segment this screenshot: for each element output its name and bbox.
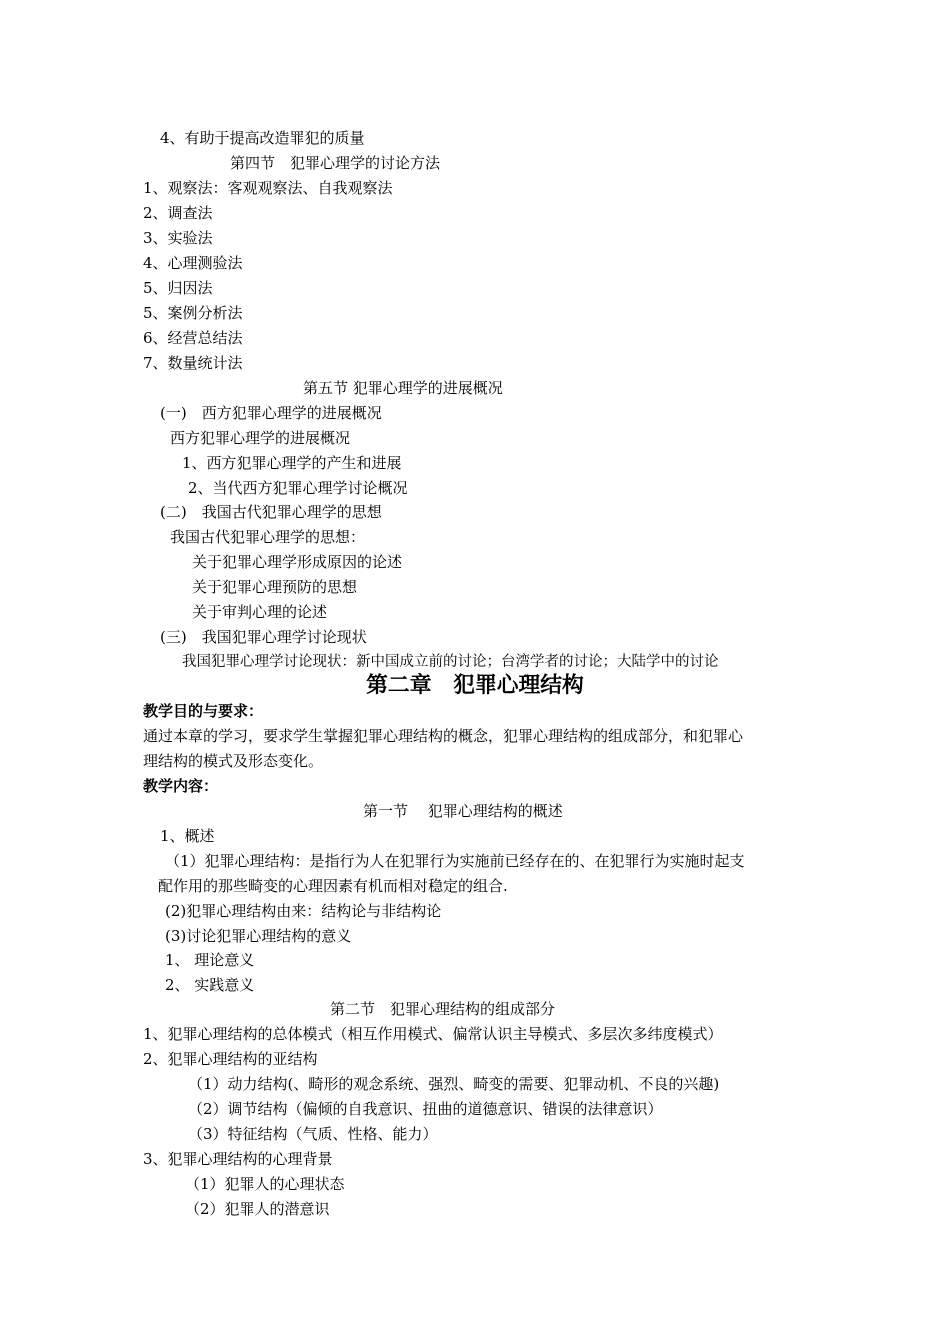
section-heading: 第二节 犯罪心理结构的组成部分 xyxy=(330,1000,556,1018)
paragraph-line: 配作用的那些畸变的心理因素有机而相对稳定的组合. xyxy=(158,877,508,895)
text-line: 我国犯罪心理学讨论现状：新中国成立前的讨论；台湾学者的讨论；大陆学中的讨论 xyxy=(182,654,719,670)
text-line: 2、当代西方犯罪心理学讨论概况 xyxy=(188,479,408,497)
text-line: 6、经营总结法 xyxy=(143,329,243,347)
text-line: （2）调节结构（偏倾的自我意识、扭曲的道德意识、错误的法律意识） xyxy=(188,1100,663,1118)
text-line: 2、调查法 xyxy=(143,204,213,222)
text-line: 3、犯罪心理结构的心理背景 xyxy=(143,1150,333,1168)
text-line: 西方犯罪心理学的进展概况 xyxy=(170,429,351,447)
text-line: 关于犯罪心理学形成原因的论述 xyxy=(192,553,403,571)
text-line: (3)讨论犯罪心理结构的意义 xyxy=(165,927,352,945)
text-line: 1、西方犯罪心理学的产生和进展 xyxy=(182,454,402,472)
chapter-title: 第二章 犯罪心理结构 xyxy=(366,673,584,698)
text-line: （3）特征结构（气质、性格、能力） xyxy=(188,1125,438,1143)
label-heading: 教学目的与要求： xyxy=(143,702,264,720)
text-line: 我国古代犯罪心理学的思想： xyxy=(170,528,366,546)
text-line: 1、观察法：客观观察法、自我观察法 xyxy=(143,179,393,197)
text-line: （2）犯罪人的潜意识 xyxy=(185,1200,330,1218)
text-line: 5、归因法 xyxy=(143,279,213,297)
text-line: 关于审判心理的论述 xyxy=(192,603,328,621)
text-line: 7、数量统计法 xyxy=(143,354,243,372)
text-line: 4、有助于提高改造罪犯的质量 xyxy=(160,129,365,147)
section-heading: 第五节 犯罪心理学的进展概况 xyxy=(303,379,503,397)
text-line: 5、案例分析法 xyxy=(143,304,243,322)
text-line: (一) 西方犯罪心理学的进展概况 xyxy=(160,404,382,422)
section-heading: 第一节 犯罪心理结构的概述 xyxy=(363,802,563,820)
text-line: 2、 实践意义 xyxy=(165,976,255,994)
text-line: 1、 理论意义 xyxy=(165,951,255,969)
label-heading: 教学内容： xyxy=(143,777,219,795)
text-line: （1）动力结构(、畸形的观念系统、强烈、畸变的需要、犯罪动机、不良的兴趣) xyxy=(188,1075,720,1093)
text-line: 3、实验法 xyxy=(143,229,213,247)
text-line: 1、犯罪心理结构的总体模式（相互作用模式、偏常认识主导模式、多层次多纬度模式） xyxy=(143,1025,723,1043)
paragraph-line: （1）犯罪心理结构：是指行为人在犯罪行为实施前已经存在的、在犯罪行为实施时起支 xyxy=(165,852,745,870)
paragraph-line: 理结构的模式及形态变化。 xyxy=(143,752,324,770)
text-line: (2)犯罪心理结构由来：结构论与非结构论 xyxy=(165,902,442,920)
text-line: (二) 我国古代犯罪心理学的思想 xyxy=(160,503,382,521)
text-line: （1）犯罪人的心理状态 xyxy=(185,1175,345,1193)
section-heading: 第四节 犯罪心理学的讨论方法 xyxy=(230,154,441,172)
text-line: 1、概述 xyxy=(160,827,215,845)
text-line: (三) 我国犯罪心理学讨论现状 xyxy=(160,628,367,646)
paragraph-line: 通过本章的学习，要求学生掌握犯罪心理结构的概念，犯罪心理结构的组成部分，和犯罪心 xyxy=(143,727,744,745)
text-line: 4、心理测验法 xyxy=(143,254,243,272)
text-line: 2、犯罪心理结构的亚结构 xyxy=(143,1050,318,1068)
text-line: 关于犯罪心理预防的思想 xyxy=(192,578,358,596)
